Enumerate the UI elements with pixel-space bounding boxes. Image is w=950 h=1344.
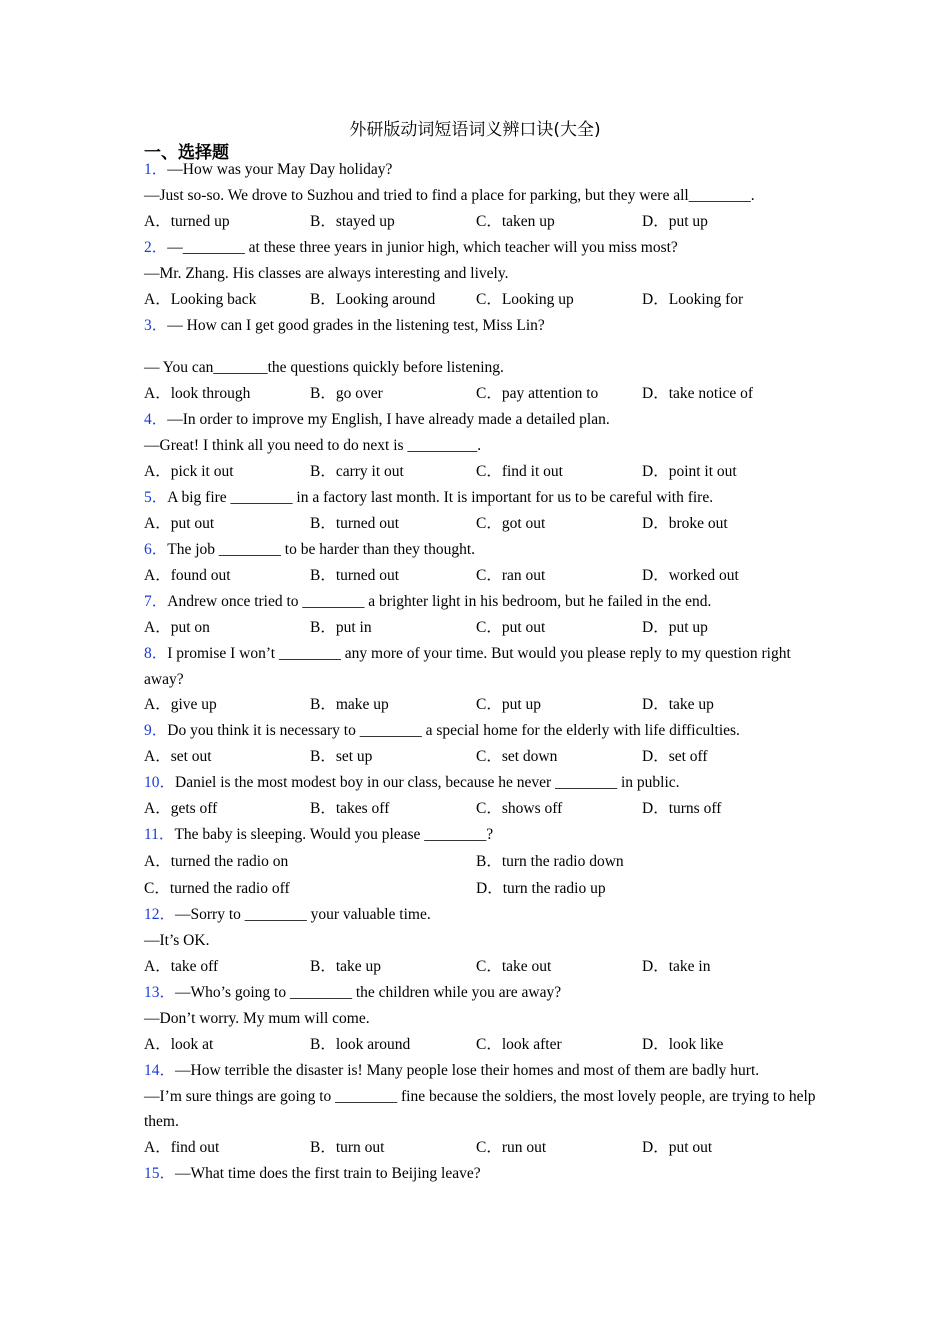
question-text: —Don’t worry. My mum will come. <box>144 1010 370 1027</box>
option-d[interactable]: D．take up <box>642 696 714 713</box>
question-text: —Great! I think all you need to do next is _________. <box>144 437 482 454</box>
option-a[interactable]: A．look at <box>144 1036 214 1053</box>
option-c[interactable]: C．taken up <box>476 213 555 230</box>
question-8 <box>144 641 824 718</box>
options-row <box>144 287 824 313</box>
option-b[interactable]: B．carry it out <box>310 463 404 480</box>
question-text: —In order to improve my English, I have already made a detailed plan. <box>167 411 610 428</box>
option-a[interactable]: A．put on <box>144 619 210 636</box>
question-number: 14． <box>144 1062 176 1079</box>
option-b[interactable]: B．Looking around <box>310 291 436 308</box>
option-c[interactable]: C．run out <box>476 1138 547 1156</box>
question-text: —How terrible the disaster is! Many people lose their homes and most of them are badly hurt. <box>175 1062 760 1079</box>
question-text: Do you think it is necessary to ________ a special home for the elderly with life difficulties. <box>167 722 740 739</box>
option-c[interactable]: C．look after <box>476 1036 562 1053</box>
options-row <box>144 563 824 589</box>
option-c[interactable]: C．Looking up <box>476 291 574 308</box>
options-row <box>144 796 824 822</box>
question-text: —I’m sure things are going to ________ fine because the soldiers, the most lovely people, are trying to help them. <box>144 1087 816 1130</box>
option-c[interactable]: C．take out <box>476 958 552 975</box>
option-d[interactable]: D．set off <box>642 748 708 765</box>
option-b[interactable]: B．set up <box>310 748 373 765</box>
question-text: — You can_______the questions quickly before listening. <box>144 359 504 376</box>
options-row <box>144 381 824 407</box>
option-c[interactable]: C．set down <box>476 748 558 765</box>
question-text: —What time does the first train to Beijing leave? <box>175 1164 481 1182</box>
option-c[interactable]: C．pay attention to <box>476 385 599 402</box>
question-14 <box>144 1058 824 1161</box>
question-text: A big fire ________ in a factory last month. It is important for us to be careful with fire. <box>167 489 714 506</box>
option-a[interactable]: A．gets off <box>144 800 218 817</box>
option-c[interactable]: C．got out <box>476 515 546 532</box>
question-number: 2． <box>144 239 168 256</box>
question-text: The baby is sleeping. Would you please ________? <box>174 826 494 843</box>
blank-space <box>144 339 824 355</box>
option-c[interactable]: C．ran out <box>476 567 546 584</box>
option-d[interactable]: D．take in <box>642 958 711 975</box>
question-15 <box>144 1161 824 1187</box>
options-row <box>144 848 824 875</box>
option-d[interactable]: D．broke out <box>642 515 728 532</box>
option-c[interactable]: C．put out <box>476 619 546 636</box>
option-a[interactable]: A．turned the radio on <box>144 853 289 870</box>
option-a[interactable]: A．pick it out <box>144 463 234 480</box>
question-text: —How was your May Day holiday? <box>167 161 393 178</box>
option-d[interactable]: D．put up <box>642 213 708 230</box>
question-3 <box>144 313 824 407</box>
option-c[interactable]: C．find it out <box>476 463 563 480</box>
question-text: Daniel is the most modest boy in our class, because he never ________ in public. <box>175 774 680 791</box>
options-row <box>144 875 824 902</box>
question-number: 1． <box>144 161 168 178</box>
option-b[interactable]: B．stayed up <box>310 213 395 230</box>
question-text: The job ________ to be harder than they thought. <box>167 541 476 558</box>
question-number: 5． <box>144 489 168 506</box>
option-a[interactable]: A．give up <box>144 696 217 713</box>
question-7 <box>144 589 824 641</box>
question-1 <box>144 157 824 235</box>
options-row <box>144 1135 824 1161</box>
question-11 <box>144 822 824 902</box>
question-text: —________ at these three years in junior high, which teacher will you miss most? <box>167 239 678 256</box>
question-9 <box>144 718 824 770</box>
question-text: —It’s OK. <box>144 932 210 949</box>
question-text: Andrew once tried to ________ a brighter light in his bedroom, but he failed in the end. <box>167 593 712 610</box>
question-2 <box>144 235 824 313</box>
option-d[interactable]: D．turns off <box>642 800 722 817</box>
option-d[interactable]: D．look like <box>642 1036 724 1053</box>
option-a[interactable]: A．put out <box>144 515 215 532</box>
question-number: 12． <box>144 906 176 923</box>
option-b[interactable]: B．look around <box>310 1036 411 1053</box>
question-text: —Just so-so. We drove to Suzhou and tried to find a place for parking, but they were all________. <box>144 187 755 204</box>
option-d[interactable]: D．point it out <box>642 463 737 480</box>
option-d[interactable]: D．worked out <box>642 567 739 584</box>
option-b[interactable]: B．turn the radio down <box>476 853 624 870</box>
option-b[interactable]: B．turn out <box>310 1138 385 1156</box>
option-a[interactable]: A．turned up <box>144 213 230 230</box>
question-number: 8． <box>144 645 168 662</box>
option-d[interactable]: D．put out <box>642 1138 713 1156</box>
options-row <box>144 744 824 770</box>
option-b[interactable]: B．turned out <box>310 567 400 584</box>
question-number: 9． <box>144 722 168 739</box>
options-row <box>144 615 824 641</box>
option-b[interactable]: B．put in <box>310 619 372 636</box>
options-row <box>144 954 824 980</box>
option-a[interactable]: A．look through <box>144 385 251 402</box>
option-b[interactable]: B．takes off <box>310 800 390 817</box>
options-row <box>144 511 824 537</box>
question-number: 7． <box>144 593 168 610</box>
question-text: —Mr. Zhang. His classes are always interesting and lively. <box>144 265 509 282</box>
option-b[interactable]: B．go over <box>310 385 383 402</box>
question-number: 4． <box>144 411 168 428</box>
option-a[interactable]: A．set out <box>144 748 212 765</box>
question-number: 10． <box>144 774 176 791</box>
question-text: I promise I won’t ________ any more of your time. But would you please reply to my question right away? <box>144 645 791 688</box>
question-12 <box>144 902 824 980</box>
section-heading: 一、选择题 <box>144 143 229 163</box>
question-number: 3． <box>144 317 168 334</box>
option-c[interactable]: C．put up <box>476 696 542 713</box>
option-c[interactable]: C．shows off <box>476 800 563 817</box>
option-b[interactable]: B．turned out <box>310 515 400 532</box>
option-a[interactable]: A．take off <box>144 958 219 975</box>
question-text: —Sorry to ________ your valuable time. <box>175 906 431 923</box>
option-d[interactable]: D．put up <box>642 619 708 636</box>
options-row <box>144 209 824 235</box>
question-number: 6． <box>144 541 168 558</box>
question-10 <box>144 770 824 822</box>
options-row <box>144 459 824 485</box>
question-5 <box>144 485 824 537</box>
option-a[interactable]: A．find out <box>144 1138 220 1156</box>
question-6 <box>144 537 824 589</box>
question-4 <box>144 407 824 485</box>
option-d[interactable]: D．Looking for <box>642 291 744 308</box>
question-number: 13． <box>144 984 176 1001</box>
option-b[interactable]: B．make up <box>310 696 389 713</box>
question-text: —Who’s going to ________ the children while you are away? <box>175 984 562 1001</box>
option-d[interactable]: D．turn the radio up <box>476 880 606 897</box>
option-a[interactable]: A．Looking back <box>144 291 257 308</box>
question-list <box>144 157 824 1187</box>
question-number: 11． <box>144 826 175 843</box>
question-13 <box>144 980 824 1058</box>
options-row <box>144 692 824 718</box>
option-c[interactable]: C．turned the radio off <box>144 880 290 897</box>
question-number: 15． <box>144 1164 176 1182</box>
options-row <box>144 1032 824 1058</box>
question-text: — How can I get good grades in the listening test, Miss Lin? <box>167 317 545 334</box>
option-a[interactable]: A．found out <box>144 567 231 584</box>
option-b[interactable]: B．take up <box>310 958 382 975</box>
option-d[interactable]: D．take notice of <box>642 385 754 402</box>
document-title: 外研版动词短语词义辨口诀(大全) <box>349 120 601 140</box>
